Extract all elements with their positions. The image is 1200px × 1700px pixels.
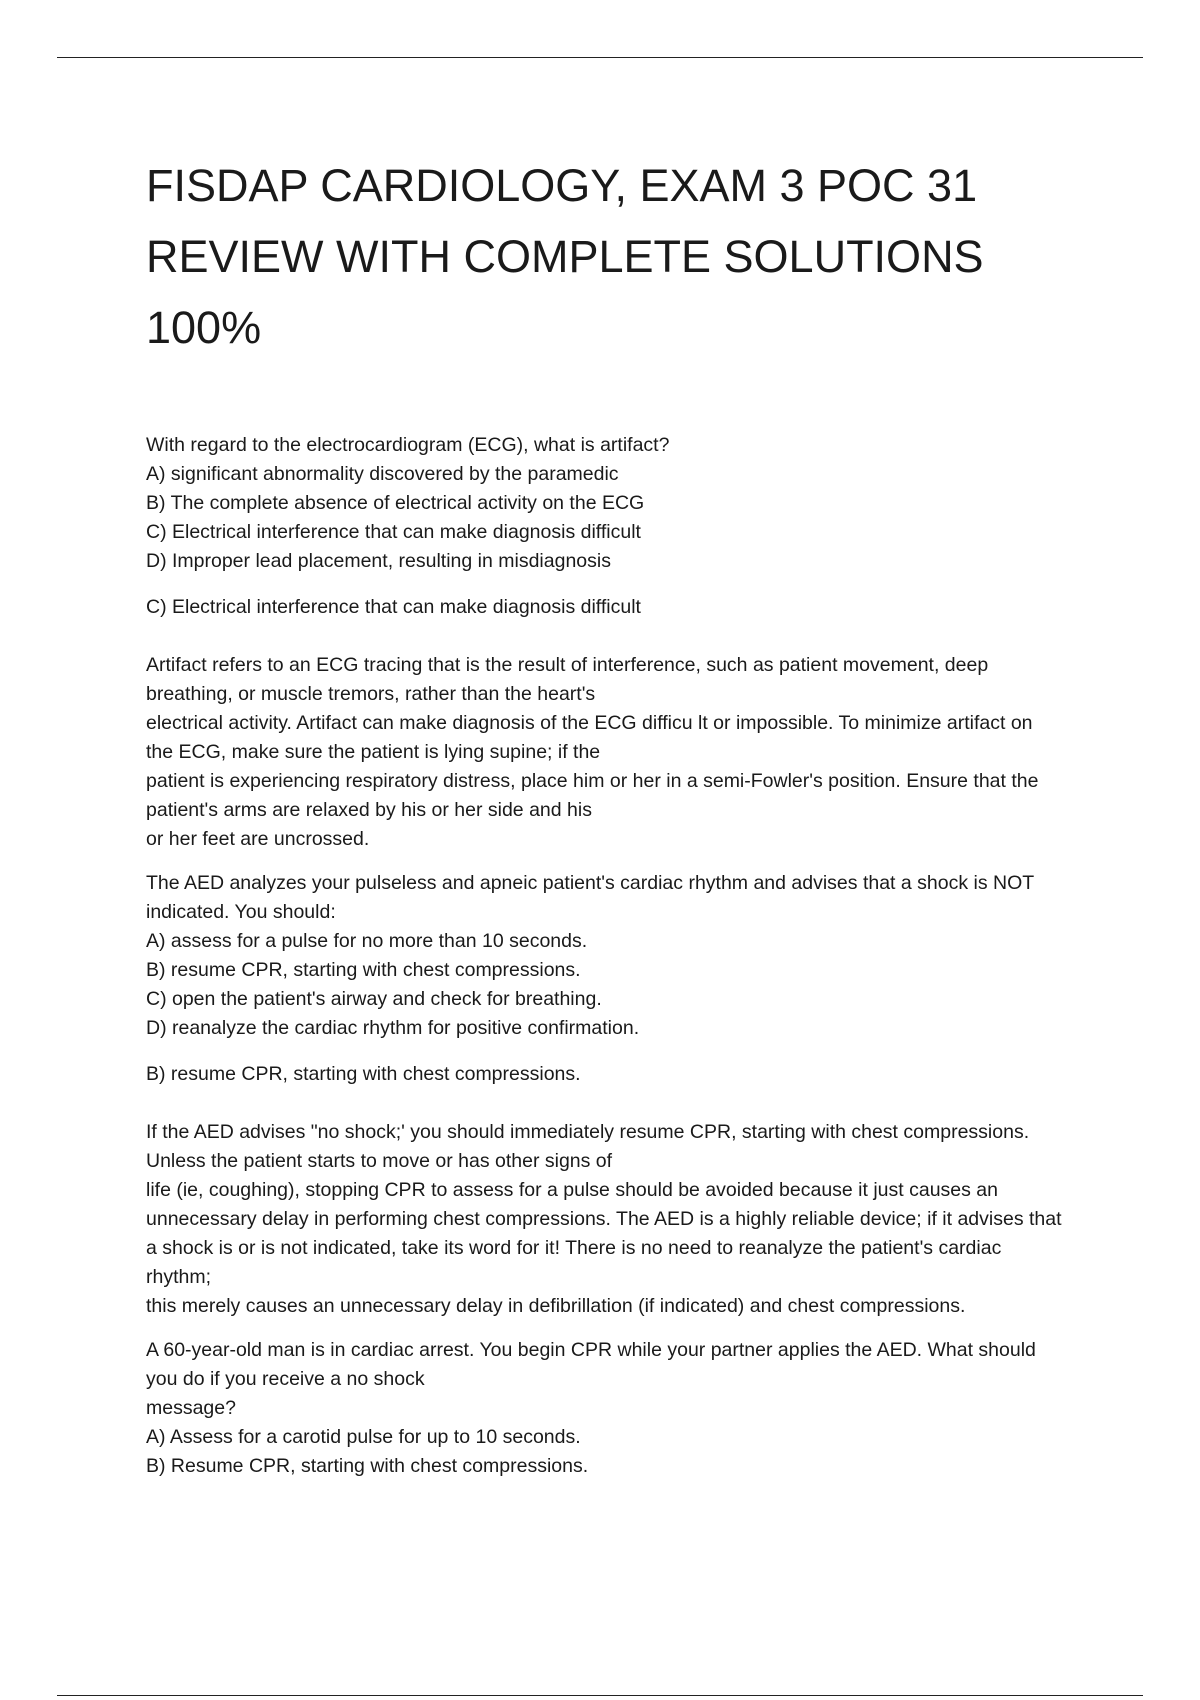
bottom-rule (57, 1695, 1143, 1696)
option-b: B) Resume CPR, starting with chest compressions. (146, 1455, 589, 1477)
top-rule (57, 57, 1143, 58)
explanation-line: or her feet are uncrossed. (146, 828, 370, 850)
option-c: C) Electrical interference that can make diagnosis difficult (146, 521, 641, 543)
explanation-line: this merely causes an unnecessary delay in defibrillation (if indicated) and chest compressions. (146, 1295, 966, 1317)
option-d: D) reanalyze the cardiac rhythm for positive confirmation. (146, 1017, 640, 1039)
title-line: FISDAP CARDIOLOGY, EXAM 3 POC 31 (146, 160, 978, 211)
explanation-line: life (ie, coughing), stopping CPR to assess for a pulse should be avoided because it just causes an (146, 1179, 999, 1201)
explanation (146, 651, 1096, 854)
option-a: A) Assess for a carotid pulse for up to 10 seconds. (146, 1426, 581, 1448)
question-text: A 60-year-old man is in cardiac arrest. You begin CPR while your partner applies the AED. What should (146, 1339, 1036, 1361)
question-text: message? (146, 1397, 236, 1419)
explanation-line: Artifact refers to an ECG tracing that is the result of interference, such as patient movement, deep (146, 654, 989, 676)
question-text: you do if you receive a no shock (146, 1368, 425, 1390)
answer-text: B) resume CPR, starting with chest compressions. (146, 1063, 581, 1085)
explanation-line: If the AED advises "no shock;' you should immediately resume CPR, starting with chest compressions. (146, 1121, 1030, 1143)
option-b: B) The complete absence of electrical activity on the ECG (146, 492, 645, 514)
option-d: D) Improper lead placement, resulting in misdiagnosis (146, 550, 611, 572)
explanation-line: patient's arms are relaxed by his or her side and his (146, 799, 592, 821)
question-text: With regard to the electrocardiogram (ECG), what is artifact? (146, 434, 670, 456)
option-a: A) significant abnormality discovered by the paramedic (146, 463, 619, 485)
explanation-line: electrical activity. Artifact can make diagnosis of the ECG difficu lt or impossible. To minimize artifact on (146, 712, 1033, 734)
document-page (146, 150, 1096, 1481)
option-b: B) resume CPR, starting with chest compressions. (146, 959, 581, 981)
question-block-3 (146, 1336, 1096, 1481)
explanation-line: unnecessary delay in performing chest compressions. The AED is a highly reliable device; if it advises that (146, 1208, 1062, 1230)
explanation-line: breathing, or muscle tremors, rather than the heart's (146, 683, 596, 705)
explanation-line: Unless the patient starts to move or has other signs of (146, 1150, 613, 1172)
document-title (146, 150, 1096, 363)
explanation-line: rhythm; (146, 1266, 212, 1288)
question-text: indicated. You should: (146, 901, 336, 923)
answer-text: C) Electrical interference that can make diagnosis difficult (146, 596, 641, 618)
question-block-2 (146, 869, 1096, 1321)
explanation-line: the ECG, make sure the patient is lying supine; if the (146, 741, 601, 763)
question-block-1 (146, 431, 1096, 854)
option-a: A) assess for a pulse for no more than 10 seconds. (146, 930, 588, 952)
explanation (146, 1118, 1096, 1321)
explanation-line: patient is experiencing respiratory distress, place him or her in a semi-Fowler's position. Ensure that the (146, 770, 1039, 792)
question-text: The AED analyzes your pulseless and apneic patient's cardiac rhythm and advises that a shock is NOT (146, 872, 1035, 894)
option-c: C) open the patient's airway and check for breathing. (146, 988, 602, 1010)
title-line: REVIEW WITH COMPLETE SOLUTIONS 100% (146, 231, 984, 353)
explanation-line: a shock is or is not indicated, take its word for it! There is no need to reanalyze the patient's cardiac (146, 1237, 1002, 1259)
